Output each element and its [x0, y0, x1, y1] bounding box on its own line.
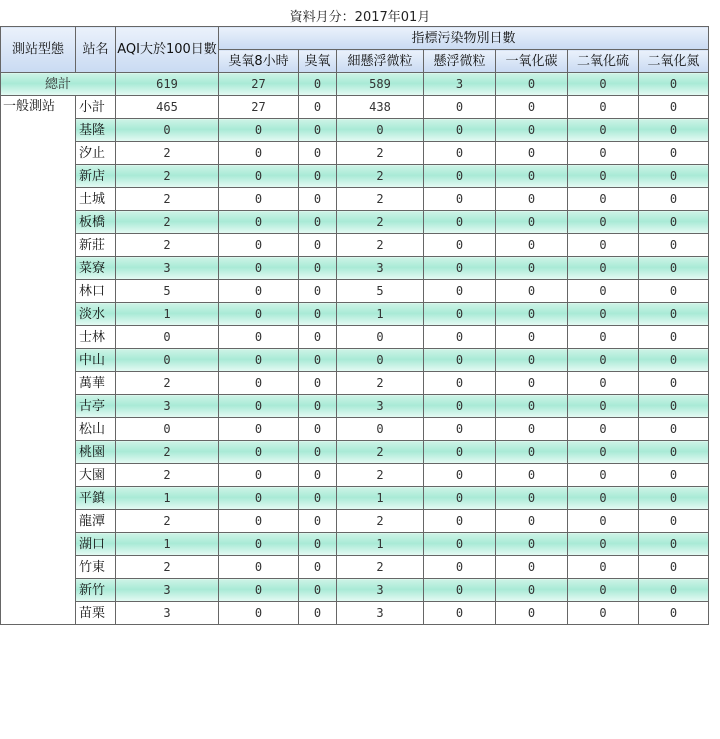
total-value: 0 [568, 73, 639, 96]
value-cell: 0 [568, 349, 639, 372]
value-cell: 0 [299, 326, 337, 349]
header-pollutant: 二氧化氮 [639, 50, 709, 73]
station-name-cell: 小計 [76, 96, 116, 119]
value-cell: 0 [219, 441, 299, 464]
total-value: 0 [299, 73, 337, 96]
value-cell: 0 [424, 326, 496, 349]
value-cell: 0 [424, 257, 496, 280]
table-row [1, 441, 709, 464]
value-cell: 0 [568, 602, 639, 625]
value-cell: 0 [424, 211, 496, 234]
table-row [1, 418, 709, 441]
value-cell: 0 [219, 119, 299, 142]
value-cell: 0 [219, 142, 299, 165]
table-row [1, 280, 709, 303]
value-cell: 0 [568, 533, 639, 556]
value-cell: 0 [337, 326, 424, 349]
header-pollutant: 二氧化硫 [568, 50, 639, 73]
value-cell: 0 [299, 418, 337, 441]
value-cell: 0 [424, 464, 496, 487]
table-row [1, 556, 709, 579]
value-cell: 0 [496, 418, 568, 441]
value-cell: 0 [496, 533, 568, 556]
value-cell: 0 [496, 211, 568, 234]
value-cell: 0 [639, 372, 709, 395]
value-cell: 0 [568, 211, 639, 234]
value-cell: 0 [568, 257, 639, 280]
value-cell: 3 [116, 579, 219, 602]
value-cell: 2 [116, 234, 219, 257]
value-cell: 2 [337, 510, 424, 533]
header-pollutant: 懸浮微粒 [424, 50, 496, 73]
value-cell: 0 [496, 119, 568, 142]
value-cell: 0 [424, 188, 496, 211]
table-row [1, 510, 709, 533]
value-cell: 2 [337, 165, 424, 188]
value-cell: 0 [496, 602, 568, 625]
table-row [1, 487, 709, 510]
value-cell: 0 [219, 211, 299, 234]
value-cell: 2 [337, 211, 424, 234]
station-name-cell: 菜寮 [76, 257, 116, 280]
value-cell: 0 [299, 303, 337, 326]
value-cell: 0 [496, 280, 568, 303]
station-name-cell: 土城 [76, 188, 116, 211]
value-cell: 0 [496, 257, 568, 280]
value-cell: 0 [568, 96, 639, 119]
station-name-cell: 苗栗 [76, 602, 116, 625]
value-cell: 0 [116, 326, 219, 349]
value-cell: 0 [299, 211, 337, 234]
value-cell: 0 [639, 234, 709, 257]
value-cell: 3 [116, 395, 219, 418]
value-cell: 0 [219, 303, 299, 326]
value-cell: 0 [639, 280, 709, 303]
value-cell: 1 [337, 487, 424, 510]
value-cell: 2 [337, 441, 424, 464]
value-cell: 0 [568, 188, 639, 211]
value-cell: 2 [116, 372, 219, 395]
header-station-name: 站名 [76, 27, 116, 73]
value-cell: 2 [337, 556, 424, 579]
station-name-cell: 湖口 [76, 533, 116, 556]
table-row [1, 142, 709, 165]
table-row [1, 579, 709, 602]
value-cell: 0 [299, 372, 337, 395]
value-cell: 0 [568, 418, 639, 441]
station-name-cell: 松山 [76, 418, 116, 441]
value-cell: 1 [337, 533, 424, 556]
value-cell: 0 [219, 188, 299, 211]
station-name-cell: 桃園 [76, 441, 116, 464]
value-cell: 0 [496, 487, 568, 510]
value-cell: 0 [299, 510, 337, 533]
value-cell: 2 [116, 188, 219, 211]
value-cell: 0 [219, 556, 299, 579]
value-cell: 0 [639, 464, 709, 487]
value-cell: 0 [568, 142, 639, 165]
value-cell: 0 [496, 556, 568, 579]
value-cell: 0 [424, 234, 496, 257]
value-cell: 0 [299, 464, 337, 487]
value-cell: 0 [568, 579, 639, 602]
value-cell: 0 [219, 510, 299, 533]
value-cell: 3 [337, 257, 424, 280]
station-name-cell: 萬華 [76, 372, 116, 395]
value-cell: 0 [568, 234, 639, 257]
value-cell: 0 [639, 579, 709, 602]
table-row [1, 96, 709, 119]
value-cell: 0 [496, 326, 568, 349]
table-row [1, 349, 709, 372]
value-cell: 0 [496, 372, 568, 395]
value-cell: 0 [337, 119, 424, 142]
value-cell: 0 [639, 165, 709, 188]
aqi-table [0, 26, 709, 625]
value-cell: 0 [424, 395, 496, 418]
header-pollutant: 臭氧8小時 [219, 50, 299, 73]
station-name-cell: 林口 [76, 280, 116, 303]
station-name-cell: 汐止 [76, 142, 116, 165]
table-row [1, 464, 709, 487]
station-name-cell: 士林 [76, 326, 116, 349]
value-cell: 0 [496, 579, 568, 602]
report-caption: 資料月分：2017年01月 [289, 10, 431, 25]
value-cell: 0 [568, 119, 639, 142]
value-cell: 0 [424, 96, 496, 119]
value-cell: 0 [424, 602, 496, 625]
table-row [1, 188, 709, 211]
value-cell: 5 [337, 280, 424, 303]
value-cell: 0 [568, 303, 639, 326]
value-cell: 0 [219, 395, 299, 418]
value-cell: 0 [568, 326, 639, 349]
value-cell: 0 [299, 556, 337, 579]
value-cell: 0 [639, 142, 709, 165]
value-cell: 0 [496, 510, 568, 533]
value-cell: 465 [116, 96, 219, 119]
station-type-cell: 一般測站 [1, 96, 76, 625]
value-cell: 0 [219, 464, 299, 487]
total-value: 3 [424, 73, 496, 96]
value-cell: 2 [116, 142, 219, 165]
value-cell: 0 [568, 556, 639, 579]
value-cell: 0 [219, 234, 299, 257]
value-cell: 0 [424, 280, 496, 303]
value-cell: 0 [639, 441, 709, 464]
value-cell: 0 [639, 211, 709, 234]
value-cell: 0 [299, 533, 337, 556]
table-row [1, 165, 709, 188]
value-cell: 0 [424, 372, 496, 395]
value-cell: 2 [116, 464, 219, 487]
table-row [1, 372, 709, 395]
station-name-cell: 平鎮 [76, 487, 116, 510]
value-cell: 2 [337, 372, 424, 395]
value-cell: 0 [219, 579, 299, 602]
value-cell: 0 [219, 533, 299, 556]
value-cell: 3 [337, 579, 424, 602]
table-row [1, 303, 709, 326]
value-cell: 0 [424, 579, 496, 602]
value-cell: 0 [639, 510, 709, 533]
value-cell: 0 [639, 556, 709, 579]
value-cell: 0 [219, 257, 299, 280]
value-cell: 0 [568, 280, 639, 303]
value-cell: 3 [337, 602, 424, 625]
value-cell: 0 [424, 165, 496, 188]
table-row [1, 326, 709, 349]
value-cell: 0 [337, 349, 424, 372]
header-station-type: 測站型態 [1, 27, 76, 73]
value-cell: 0 [568, 441, 639, 464]
value-cell: 0 [299, 234, 337, 257]
value-cell: 0 [568, 464, 639, 487]
total-value: 0 [496, 73, 568, 96]
total-value: 619 [116, 73, 219, 96]
value-cell: 0 [496, 234, 568, 257]
value-cell: 0 [424, 510, 496, 533]
value-cell: 2 [337, 188, 424, 211]
table-row [1, 119, 709, 142]
value-cell: 0 [299, 142, 337, 165]
value-cell: 0 [299, 188, 337, 211]
value-cell: 2 [337, 464, 424, 487]
value-cell: 0 [496, 441, 568, 464]
value-cell: 2 [116, 211, 219, 234]
value-cell: 0 [219, 487, 299, 510]
value-cell: 0 [639, 602, 709, 625]
value-cell: 0 [639, 395, 709, 418]
value-cell: 0 [299, 349, 337, 372]
station-name-cell: 中山 [76, 349, 116, 372]
value-cell: 5 [116, 280, 219, 303]
value-cell: 0 [299, 165, 337, 188]
value-cell: 2 [116, 556, 219, 579]
total-row [1, 73, 709, 96]
value-cell: 0 [424, 418, 496, 441]
value-cell: 0 [116, 349, 219, 372]
value-cell: 3 [116, 257, 219, 280]
station-name-cell: 板橋 [76, 211, 116, 234]
value-cell: 0 [568, 487, 639, 510]
header-pollutant: 細懸浮微粒 [337, 50, 424, 73]
value-cell: 438 [337, 96, 424, 119]
station-name-cell: 新竹 [76, 579, 116, 602]
value-cell: 0 [424, 487, 496, 510]
value-cell: 2 [337, 142, 424, 165]
value-cell: 0 [639, 533, 709, 556]
value-cell: 0 [219, 280, 299, 303]
value-cell: 3 [337, 395, 424, 418]
value-cell: 1 [116, 533, 219, 556]
value-cell: 0 [639, 487, 709, 510]
value-cell: 0 [299, 280, 337, 303]
value-cell: 0 [219, 372, 299, 395]
value-cell: 1 [116, 303, 219, 326]
value-cell: 0 [639, 326, 709, 349]
value-cell: 1 [337, 303, 424, 326]
value-cell: 0 [496, 165, 568, 188]
station-name-cell: 新莊 [76, 234, 116, 257]
value-cell: 0 [568, 395, 639, 418]
station-name-cell: 龍潭 [76, 510, 116, 533]
value-cell: 0 [299, 395, 337, 418]
value-cell: 0 [299, 96, 337, 119]
value-cell: 0 [424, 533, 496, 556]
value-cell: 0 [299, 257, 337, 280]
table-row [1, 395, 709, 418]
header-aqi-days: AQI大於100日數 [116, 27, 219, 73]
table-row [1, 533, 709, 556]
station-name-cell: 新店 [76, 165, 116, 188]
value-cell: 0 [639, 349, 709, 372]
value-cell: 0 [424, 142, 496, 165]
header-pollutant: 臭氧 [299, 50, 337, 73]
value-cell: 0 [496, 464, 568, 487]
value-cell: 0 [337, 418, 424, 441]
station-name-cell: 竹東 [76, 556, 116, 579]
value-cell: 0 [299, 602, 337, 625]
value-cell: 0 [219, 349, 299, 372]
table-row [1, 602, 709, 625]
total-value: 27 [219, 73, 299, 96]
value-cell: 2 [116, 510, 219, 533]
value-cell: 0 [424, 303, 496, 326]
table-row [1, 234, 709, 257]
value-cell: 0 [424, 441, 496, 464]
value-cell: 0 [639, 418, 709, 441]
value-cell: 0 [299, 441, 337, 464]
header-pollutant-group: 指標污染物別日數 [219, 27, 709, 50]
header-pollutant: 一氧化碳 [496, 50, 568, 73]
value-cell: 0 [496, 142, 568, 165]
value-cell: 0 [219, 602, 299, 625]
value-cell: 0 [424, 349, 496, 372]
value-cell: 0 [116, 418, 219, 441]
value-cell: 0 [639, 119, 709, 142]
value-cell: 0 [424, 119, 496, 142]
value-cell: 0 [568, 510, 639, 533]
value-cell: 0 [219, 326, 299, 349]
table-row [1, 257, 709, 280]
station-name-cell: 大園 [76, 464, 116, 487]
value-cell: 1 [116, 487, 219, 510]
value-cell: 0 [299, 119, 337, 142]
value-cell: 2 [337, 234, 424, 257]
total-label: 總計 [1, 73, 116, 96]
value-cell: 0 [639, 257, 709, 280]
value-cell: 0 [568, 372, 639, 395]
value-cell: 0 [496, 188, 568, 211]
value-cell: 2 [116, 165, 219, 188]
value-cell: 0 [496, 96, 568, 119]
table-row [1, 211, 709, 234]
value-cell: 0 [299, 487, 337, 510]
value-cell: 0 [639, 303, 709, 326]
value-cell: 0 [496, 303, 568, 326]
value-cell: 0 [299, 579, 337, 602]
value-cell: 0 [496, 349, 568, 372]
total-value: 589 [337, 73, 424, 96]
value-cell: 0 [424, 556, 496, 579]
total-value: 0 [639, 73, 709, 96]
value-cell: 0 [639, 188, 709, 211]
value-cell: 3 [116, 602, 219, 625]
header-row-1 [1, 27, 709, 50]
value-cell: 27 [219, 96, 299, 119]
value-cell: 2 [116, 441, 219, 464]
value-cell: 0 [219, 165, 299, 188]
value-cell: 0 [496, 395, 568, 418]
value-cell: 0 [219, 418, 299, 441]
station-name-cell: 基隆 [76, 119, 116, 142]
station-name-cell: 古亭 [76, 395, 116, 418]
station-name-cell: 淡水 [76, 303, 116, 326]
value-cell: 0 [568, 165, 639, 188]
value-cell: 0 [116, 119, 219, 142]
value-cell: 0 [639, 96, 709, 119]
